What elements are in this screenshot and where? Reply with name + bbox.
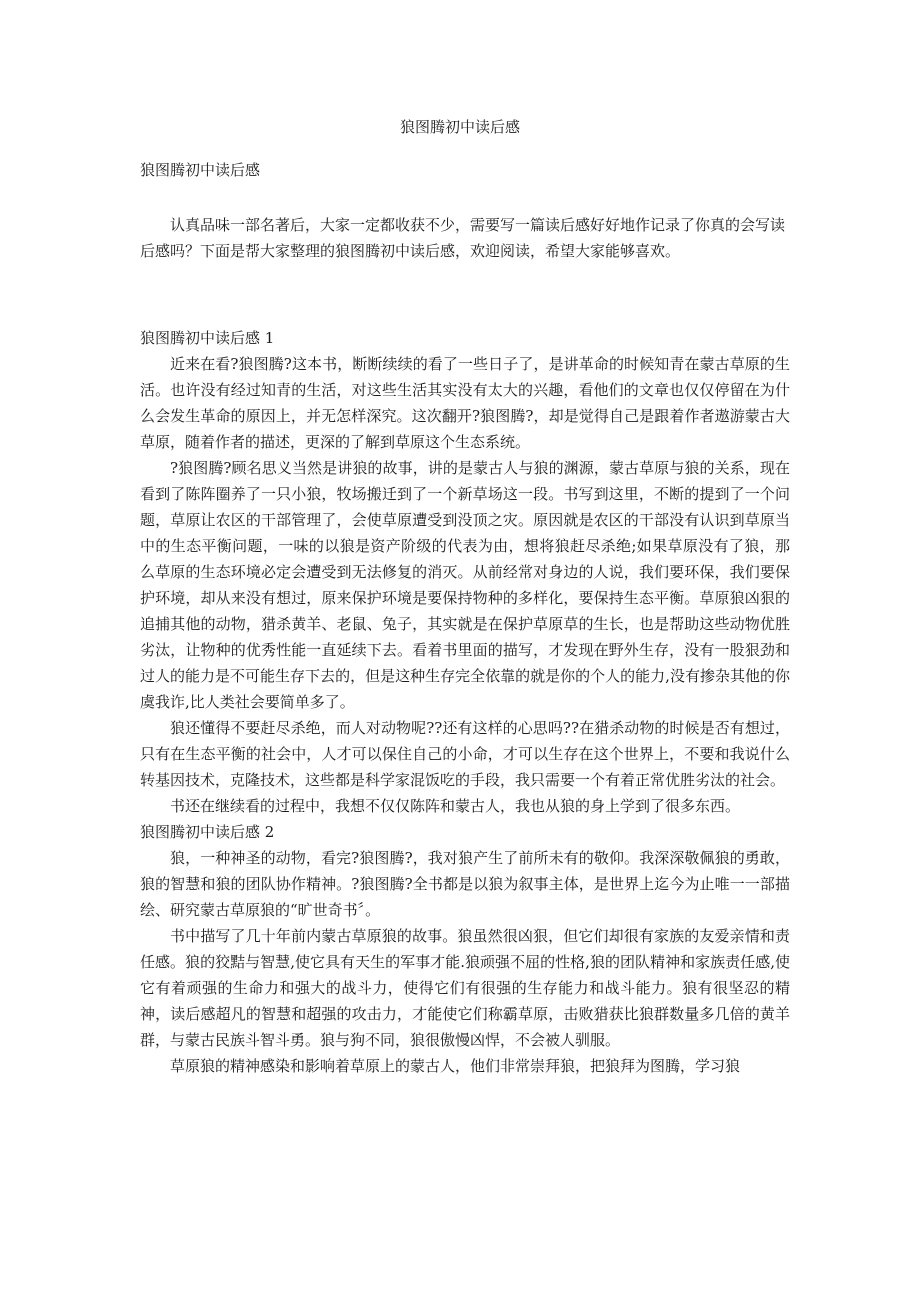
paragraph: 书中描写了几十年前内蒙古草原狼的故事。狼虽然很凶狠，但它们却很有家族的友爱亲情和责任感。狼的狡黠与智慧,使它具有天生的军事才能.狼顽强不屈的性格,狼的团队精神和家族责任感,使它有着顽强的生命力和强大的战斗力，使得它们有很强的生存能力和战斗能力。狼有很坚忍的精神，读后感超凡的智慧和超强的攻击力，才能使它们称霸草原，击败猎获比狼群数量多几倍的黄羊群，与蒙古民族斗智斗勇。狼与狗不同，狼很傲慢凶悍，不会被人驯服。	[140, 927, 790, 1049]
document-subtitle: 狼图腾初中读后感	[140, 161, 261, 179]
paragraph: ?狼图腾?顾名思义当然是讲狼的故事，讲的是蒙古人与狼的渊源，蒙古草原与狼的关系，现在看到了陈阵圈养了一只小狼，牧场搬迁到了一个新草场这一段。书写到这里，不断的提到了一个问题，草原让农区的干部管理了，会使草原遭受到没顶之灾。原因就是农区的干部没有认识到草原当中的生态平衡问题，一味的以狼是资产阶级的代表为由，想将狼赶尽杀绝;如果草原没有了狼，那么草原的生态环境必定会遭受到无法修复的消灭。从前经常对身边的人说，我们要环保，我们要保护环境，却从来没有想过，原来保护环境是要保持物种的多样化，要保持生态平衡。草原狼凶狠的追捕其他的动物，猎杀黄羊、老鼠、兔子，其实就是在保护草原草的生长，也是帮助这些动物优胜劣汰，让物种的优秀性能一直延续下去。看着书里面的描写，才发现在野外生存，没有一股狠劲和过人的能力是不可能生存下去的，但是这种生存完全依靠的就是你的个人的能力,没有掺杂其他的你虞我诈,比人类社会要简单多了。	[140, 459, 790, 711]
paragraph: 狼还懂得不要赶尽杀绝，而人对动物呢??还有这样的心思吗??在猎杀动物的时候是否有想过，只有在生态平衡的社会中，人才可以保住自己的小命，才可以生存在这个世界上，不要和我说什么转基因技术，克隆技术，这些都是科学家混饭吃的手段，我只需要一个有着正常优胜劣汰的社会。	[140, 719, 790, 789]
section-heading-2: 狼图腾初中读后感 2	[140, 823, 275, 841]
essay-body	[140, 325, 790, 1079]
paragraph: 书还在继续看的过程中，我想不仅仅陈阵和蒙古人，我也从狼的身上学到了很多东西。	[170, 797, 741, 815]
intro-section	[140, 212, 785, 264]
paragraph: 近来在看?狼图腾?这本书，断断续续的看了一些日子了，是讲革命的时候知青在蒙古草原的生活。也许没有经过知青的生活，对这些生活其实没有太大的兴趣，看他们的文章也仅仅停留在为什么会发生革命的原因上，并无怎样深究。这次翻开?狼图腾?，却是觉得自己是跟着作者遨游蒙古大草原，随着作者的描述，更深的了解到草原这个生态系统。	[140, 355, 790, 451]
paragraph: 狼，一种神圣的动物，看完?狼图腾?，我对狼产生了前所未有的敬仰。我深深敬佩狼的勇敢，狼的智慧和狼的团队协作精神。?狼图腾?全书都是以狼为叙事主体，是世界上迄今为止唯一一部描绘、研究蒙古草原狼的“旷世奇书〞。	[140, 849, 790, 919]
paragraph: 草原狼的精神感染和影响着草原上的蒙古人，他们非常崇拜狼，把狼拜为图腾，学习狼	[170, 1057, 741, 1075]
section-heading-1: 狼图腾初中读后感 1	[140, 329, 275, 347]
document-title: 狼图腾初中读后感	[399, 118, 520, 136]
intro-paragraph: 认真品味一部名著后，大家一定都收获不少，需要写一篇读后感好好地作记录了你真的会写读后感吗？下面是帮大家整理的狼图腾初中读后感，欢迎阅读，希望大家能够喜欢。	[140, 216, 786, 260]
